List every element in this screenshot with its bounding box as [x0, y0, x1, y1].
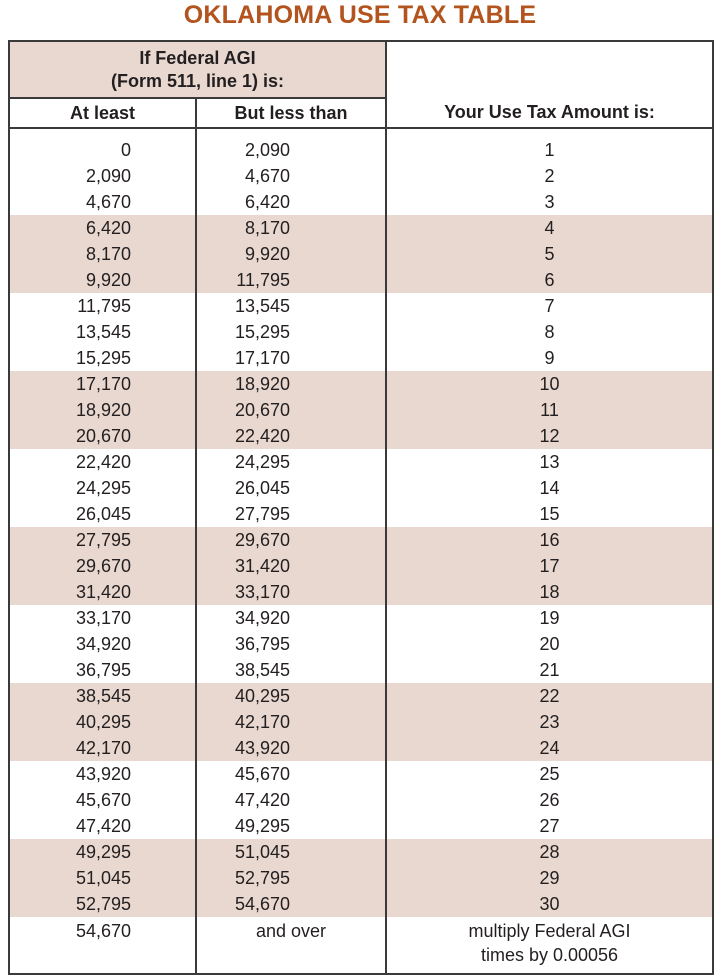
at-least-cell: 27,795: [9, 527, 196, 553]
table-row: [9, 189, 713, 215]
use-tax-cell: 19: [386, 605, 713, 631]
at-least-cell: 8,170: [9, 241, 196, 267]
use-tax-cell: 21: [386, 657, 713, 683]
at-least-cell: 33,170: [9, 605, 196, 631]
table-row: [9, 475, 713, 501]
but-less-than-cell: 22,420: [196, 423, 386, 449]
but-less-than-cell: 45,670: [196, 761, 386, 787]
at-least-cell: 31,420: [9, 579, 196, 605]
but-less-than-cell: 54,670: [196, 891, 386, 917]
at-least-cell: 4,670: [9, 189, 196, 215]
table-row: [9, 501, 713, 527]
at-least-cell: 17,170: [9, 371, 196, 397]
use-tax-cell: 2: [386, 163, 713, 189]
but-less-than-cell: 49,295: [196, 813, 386, 839]
use-tax-formula-line2: times by 0.00056: [480, 945, 619, 965]
but-less-than-cell: 36,795: [196, 631, 386, 657]
but-less-than-cell: 13,545: [196, 293, 386, 319]
use-tax-cell: [386, 917, 713, 974]
use-tax-cell: 11: [386, 397, 713, 423]
table-row: [9, 657, 713, 683]
federal-agi-header-line1: If Federal AGI: [139, 47, 256, 68]
at-least-cell: 45,670: [9, 787, 196, 813]
but-less-than-cell: 40,295: [196, 683, 386, 709]
table-row: [9, 319, 713, 345]
at-least-cell: 47,420: [9, 813, 196, 839]
at-least-cell: 24,295: [9, 475, 196, 501]
table-row: [9, 605, 713, 631]
but-less-than-cell: 4,670: [196, 163, 386, 189]
use-tax-cell: 3: [386, 189, 713, 215]
table-row: [9, 553, 713, 579]
use-tax-cell: 1: [386, 137, 713, 163]
use-tax-cell: 16: [386, 527, 713, 553]
table-row: [9, 371, 713, 397]
spacer-cell: [386, 128, 713, 137]
at-least-cell: 9,920: [9, 267, 196, 293]
at-least-cell: 49,295: [9, 839, 196, 865]
use-tax-cell: 8: [386, 319, 713, 345]
but-less-than-cell: 52,795: [196, 865, 386, 891]
but-less-than-cell: 18,920: [196, 371, 386, 397]
but-less-than-cell: 27,795: [196, 501, 386, 527]
but-less-than-cell: 43,920: [196, 735, 386, 761]
table-row: [9, 423, 713, 449]
table-row: [9, 215, 713, 241]
table-row: [9, 449, 713, 475]
at-least-cell: 13,545: [9, 319, 196, 345]
but-less-than-header: But less than: [196, 98, 386, 128]
at-least-cell: 51,045: [9, 865, 196, 891]
table-row: [9, 865, 713, 891]
at-least-cell: 34,920: [9, 631, 196, 657]
federal-agi-header: [9, 41, 386, 98]
use-tax-cell: 6: [386, 267, 713, 293]
table-row: [9, 683, 713, 709]
but-less-than-cell: 33,170: [196, 579, 386, 605]
use-tax-cell: 17: [386, 553, 713, 579]
use-tax-cell: 5: [386, 241, 713, 267]
use-tax-cell: 28: [386, 839, 713, 865]
use-tax-cell: 7: [386, 293, 713, 319]
but-less-than-cell: 31,420: [196, 553, 386, 579]
use-tax-cell: 4: [386, 215, 713, 241]
but-less-than-cell: 15,295: [196, 319, 386, 345]
but-less-than-cell: 24,295: [196, 449, 386, 475]
table-row: [9, 761, 713, 787]
table-row: [9, 241, 713, 267]
at-least-cell: 36,795: [9, 657, 196, 683]
use-tax-cell: 29: [386, 865, 713, 891]
spacer-cell: [196, 128, 386, 137]
table-body: [9, 41, 713, 974]
table-row: [9, 293, 713, 319]
but-less-than-cell: 6,420: [196, 189, 386, 215]
at-least-cell: 52,795: [9, 891, 196, 917]
spacer-row: [9, 128, 713, 137]
use-tax-cell: 24: [386, 735, 713, 761]
but-less-than-cell: 17,170: [196, 345, 386, 371]
header-row-federal: [9, 41, 713, 98]
but-less-than-cell: 42,170: [196, 709, 386, 735]
use-tax-formula-line1: multiply Federal AGI: [468, 921, 631, 941]
table-row: [9, 397, 713, 423]
use-tax-amount-header: Your Use Tax Amount is:: [386, 41, 713, 128]
use-tax-cell: 15: [386, 501, 713, 527]
at-least-cell: 2,090: [9, 163, 196, 189]
at-least-cell: 22,420: [9, 449, 196, 475]
table-row: [9, 891, 713, 917]
at-least-cell: 29,670: [9, 553, 196, 579]
at-least-cell: 15,295: [9, 345, 196, 371]
but-less-than-cell: 51,045: [196, 839, 386, 865]
table-row: [9, 345, 713, 371]
use-tax-cell: 20: [386, 631, 713, 657]
but-less-than-cell: 29,670: [196, 527, 386, 553]
table-row: [9, 527, 713, 553]
table-row: [9, 163, 713, 189]
table-row: [9, 579, 713, 605]
use-tax-cell: 18: [386, 579, 713, 605]
at-least-cell: 18,920: [9, 397, 196, 423]
table-row: [9, 137, 713, 163]
table-row-last: [9, 917, 713, 974]
use-tax-cell: 30: [386, 891, 713, 917]
use-tax-table: [8, 40, 714, 975]
at-least-cell: 20,670: [9, 423, 196, 449]
but-less-than-cell: 38,545: [196, 657, 386, 683]
use-tax-cell: 26: [386, 787, 713, 813]
table-row: [9, 709, 713, 735]
but-less-than-cell: 11,795: [196, 267, 386, 293]
table-row: [9, 813, 713, 839]
table-row: [9, 631, 713, 657]
use-tax-cell: 14: [386, 475, 713, 501]
at-least-cell: 42,170: [9, 735, 196, 761]
federal-agi-header-line2: (Form 511, line 1) is:: [110, 70, 285, 91]
table-row: [9, 267, 713, 293]
use-tax-cell: 25: [386, 761, 713, 787]
but-less-than-cell: 20,670: [196, 397, 386, 423]
table-row: [9, 735, 713, 761]
use-tax-cell: 12: [386, 423, 713, 449]
at-least-header: At least: [9, 98, 196, 128]
page-title: OKLAHOMA USE TAX TABLE: [183, 1, 537, 29]
at-least-cell: 0: [9, 137, 196, 163]
use-tax-cell: 9: [386, 345, 713, 371]
spacer-cell: [9, 128, 196, 137]
at-least-cell: 6,420: [9, 215, 196, 241]
but-less-than-cell: 34,920: [196, 605, 386, 631]
use-tax-cell: 10: [386, 371, 713, 397]
at-least-cell: 40,295: [9, 709, 196, 735]
at-least-cell: 26,045: [9, 501, 196, 527]
but-less-than-cell: 2,090: [196, 137, 386, 163]
at-least-cell: 54,670: [9, 917, 196, 974]
at-least-cell: 11,795: [9, 293, 196, 319]
but-less-than-cell: 26,045: [196, 475, 386, 501]
table-row: [9, 787, 713, 813]
use-tax-cell: 13: [386, 449, 713, 475]
but-less-than-cell: and over: [196, 917, 386, 974]
use-tax-cell: 27: [386, 813, 713, 839]
use-tax-cell: 23: [386, 709, 713, 735]
but-less-than-cell: 8,170: [196, 215, 386, 241]
use-tax-cell: 22: [386, 683, 713, 709]
at-least-cell: 43,920: [9, 761, 196, 787]
but-less-than-cell: 47,420: [196, 787, 386, 813]
at-least-cell: 38,545: [9, 683, 196, 709]
table-row: [9, 839, 713, 865]
but-less-than-cell: 9,920: [196, 241, 386, 267]
